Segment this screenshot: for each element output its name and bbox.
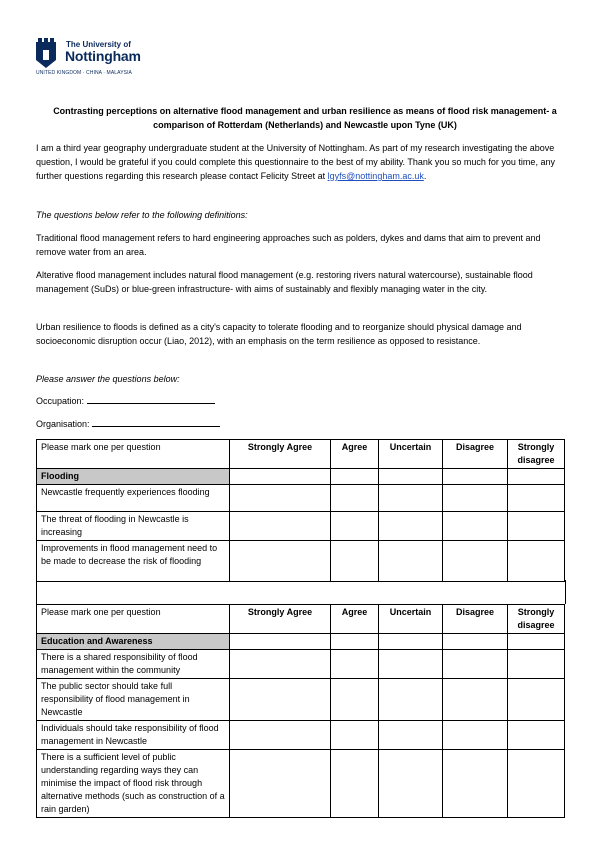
column-strongly-disagree: Strongly disagree: [508, 605, 565, 634]
definitions-heading: The questions below refer to the following definitions:: [36, 210, 248, 220]
table-row: [37, 679, 565, 721]
answer-cell[interactable]: [379, 512, 443, 541]
answer-cell[interactable]: [379, 485, 443, 512]
logo-tagline: UNITED KINGDOM · CHINA · MALAYSIA: [36, 70, 132, 76]
section-label-education: Education and Awareness: [37, 634, 230, 650]
column-disagree: Disagree: [443, 605, 508, 634]
answer-cell[interactable]: [331, 485, 379, 512]
instruction-cell: Please mark one per question: [37, 605, 230, 634]
table-row: [37, 721, 565, 750]
intro-end: .: [423, 171, 427, 181]
answer-cell[interactable]: [508, 541, 565, 582]
answer-cell[interactable]: [230, 512, 331, 541]
question-text: The public sector should take full responsibility of flood management in Newcastle: [37, 679, 230, 721]
question-text: There is a sufficient level of public understanding regarding ways they can minimise the impact of flood risk through alternative methods (such as construction of a rain garden): [37, 750, 230, 818]
question-text: Improvements in flood management need to be made to decrease the risk of flooding: [37, 541, 230, 582]
table-row: [37, 650, 565, 679]
answer-cell[interactable]: [379, 541, 443, 582]
organisation-field[interactable]: [36, 417, 562, 431]
occupation-field[interactable]: [36, 394, 562, 408]
answer-cell[interactable]: [508, 750, 565, 818]
answer-cell[interactable]: [230, 721, 331, 750]
answer-prompt: Please answer the questions below:: [36, 374, 180, 384]
questionnaire-table-education: [36, 604, 565, 818]
table-spacer: [36, 580, 566, 604]
questionnaire-table-flooding: [36, 439, 565, 582]
answer-cell[interactable]: [230, 541, 331, 582]
column-strongly-disagree: Strongly disagree: [508, 440, 565, 469]
answer-cell[interactable]: [508, 485, 565, 512]
section-row: [37, 634, 565, 650]
organisation-input-line[interactable]: [92, 417, 220, 427]
table-header-row: [37, 440, 565, 469]
answer-cell[interactable]: [508, 679, 565, 721]
section-row: [37, 469, 565, 485]
answer-cell[interactable]: [443, 485, 508, 512]
answer-cell[interactable]: [331, 512, 379, 541]
table-header-row: [37, 605, 565, 634]
answer-cell[interactable]: [230, 485, 331, 512]
answer-cell[interactable]: [331, 721, 379, 750]
definition-resilience: Urban resilience to floods is defined as a city's capacity to tolerate flooding and to reorganize should physical damage and socioeconomic disruption occur (Liao, 2012), with an emphasis on the term resilience as opposed to resistance.: [36, 322, 522, 346]
intro-paragraph: [36, 141, 562, 183]
answer-cell[interactable]: [331, 650, 379, 679]
column-agree: Agree: [331, 440, 379, 469]
table-row: [37, 541, 565, 582]
definition-alternative: Alterative flood management includes natural flood management (e.g. restoring rivers natural watercourse), sustainable flood management (SuDs) or blue-green infrastructure- with aims of sustainably and flexibly managing water in the city.: [36, 270, 533, 294]
table-row: [37, 485, 565, 512]
answer-cell[interactable]: [379, 679, 443, 721]
answer-cell[interactable]: [443, 750, 508, 818]
answer-cell[interactable]: [379, 721, 443, 750]
occupation-input-line[interactable]: [87, 394, 215, 404]
logo-line1: The University of: [66, 40, 131, 49]
occupation-label: Occupation:: [36, 396, 85, 406]
answer-cell[interactable]: [379, 750, 443, 818]
column-uncertain: Uncertain: [379, 440, 443, 469]
answer-cell[interactable]: [443, 721, 508, 750]
document-title: Contrasting perceptions on alternative flood management and urban resilience as means of flood risk management- a comparison of Rotterdam (Netherlands) and Newcastle upon Tyne (UK): [53, 106, 557, 130]
organisation-label: Organisation:: [36, 419, 90, 429]
answer-cell[interactable]: [508, 512, 565, 541]
question-text: The threat of flooding in Newcastle is increasing: [37, 512, 230, 541]
section-label-flooding: Flooding: [37, 469, 230, 485]
question-text: Individuals should take responsibility of flood management in Newcastle: [37, 721, 230, 750]
table-row: [37, 750, 565, 818]
answer-cell[interactable]: [443, 512, 508, 541]
answer-cell[interactable]: [443, 650, 508, 679]
crest-icon: [35, 38, 57, 68]
answer-cell[interactable]: [331, 541, 379, 582]
logo-wordmark: Nottingham: [65, 48, 141, 64]
answer-cell[interactable]: [331, 750, 379, 818]
column-agree: Agree: [331, 605, 379, 634]
answer-cell[interactable]: [230, 679, 331, 721]
answer-cell[interactable]: [331, 679, 379, 721]
answer-cell[interactable]: [230, 650, 331, 679]
intro-text: I am a third year geography undergraduate student at the University of Nottingham. As part of my research investigating the above question, I would be grateful if you could complete this questionnaire to the best of my ability. Thank you so much for you time, any further questions regarding this research please contact Felicity Street at: [36, 143, 555, 181]
column-uncertain: Uncertain: [379, 605, 443, 634]
column-disagree: Disagree: [443, 440, 508, 469]
column-strongly-agree: Strongly Agree: [230, 440, 331, 469]
answer-cell[interactable]: [230, 750, 331, 818]
contact-email-link[interactable]: lgyfs@nottingham.ac.uk: [327, 171, 424, 181]
instruction-cell: Please mark one per question: [37, 440, 230, 469]
definition-traditional: Traditional flood management refers to hard engineering approaches such as polders, dykes and dams that aim to prevent and remove water from an area.: [36, 233, 541, 257]
answer-cell[interactable]: [443, 679, 508, 721]
column-strongly-agree: Strongly Agree: [230, 605, 331, 634]
answer-cell[interactable]: [508, 721, 565, 750]
table-row: [37, 512, 565, 541]
question-text: Newcastle frequently experiences flooding: [37, 485, 230, 512]
answer-cell[interactable]: [443, 541, 508, 582]
question-text: There is a shared responsibility of flood management within the community: [37, 650, 230, 679]
answer-cell[interactable]: [379, 650, 443, 679]
answer-cell[interactable]: [508, 650, 565, 679]
